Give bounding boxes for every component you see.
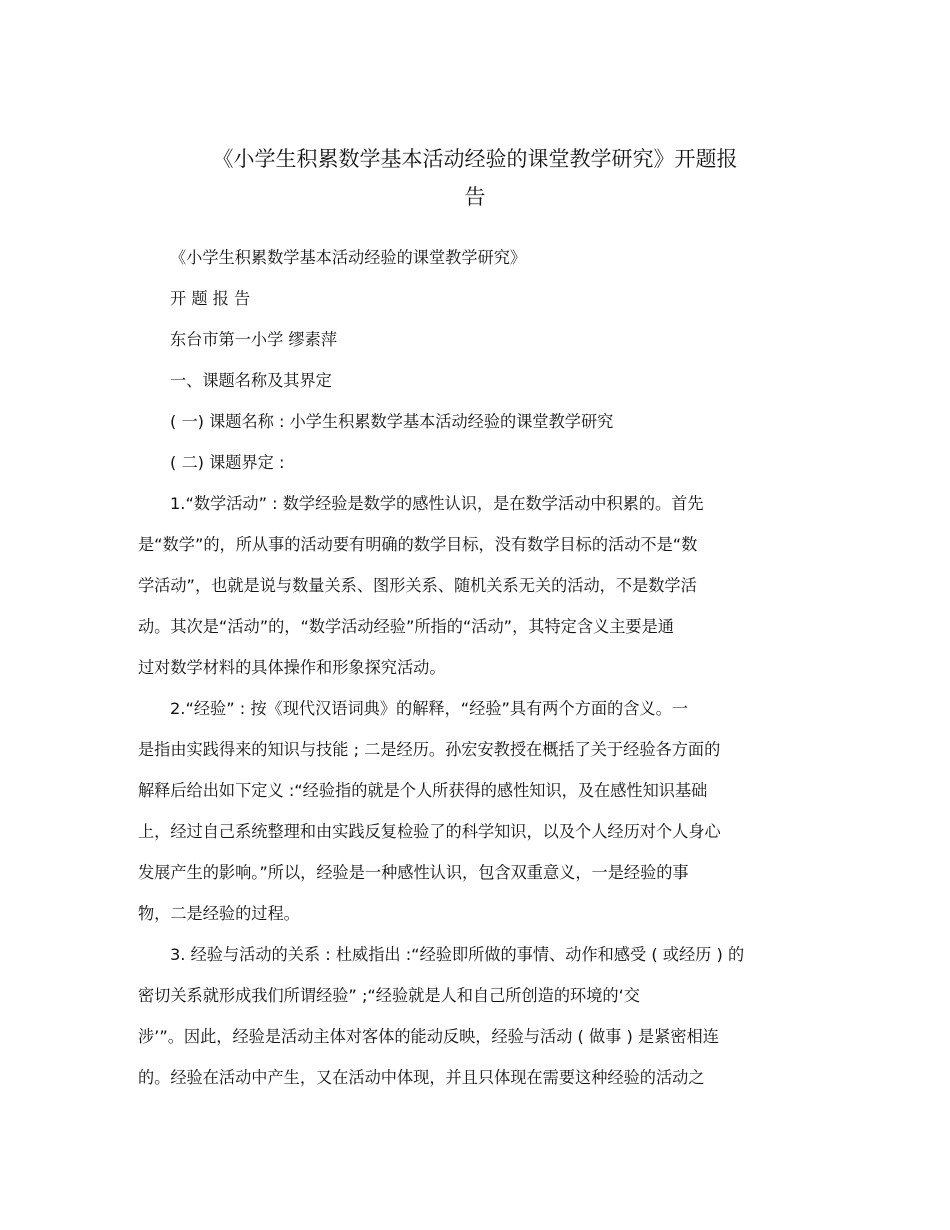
paragraph-line: 3. 经验与活动的关系 : 杜威指出 :“经验即所做的事情、动作和感受 ( 或经历 ) 的 <box>170 945 745 964</box>
paragraph-line: 1.“数学活动” : 数学经验是数学的感性认识，是在数学活动中积累的。首先 <box>170 494 704 513</box>
author-line: 东台市第一小学 缪素萍 <box>170 330 338 349</box>
title-line: 告 <box>464 185 486 209</box>
paragraph-line: 解释后给出如下定义 :“经验指的就是个人所获得的感性知识，及在感性知识基础 <box>138 781 708 800</box>
report-label: 开 题 报 告 <box>170 289 251 308</box>
document-title <box>150 140 800 216</box>
paragraph-line: 的。经验在活动中产生，又在活动中体现，并且只体现在需要这种经验的活动之 <box>138 1068 705 1087</box>
subsection-line: ( 二) 课题界定 : <box>170 453 285 472</box>
section-heading: 一、课题名称及其界定 <box>170 371 332 390</box>
paragraph-line: 过对数学材料的具体操作和形象探究活动。 <box>138 658 446 677</box>
subsection-line: ( 一) 课题名称 : 小学生积累数学基本活动经验的课堂教学研究 <box>170 412 614 431</box>
paragraph-line: 动。其次是“活动”的，“数学活动经验”所指的“活动”，其特定含义主要是通 <box>138 617 674 636</box>
paragraph-line: 学活动”，也就是说与数量关系、图形关系、随机关系无关的活动，不是数学活 <box>138 576 697 595</box>
paragraph-line: 上，经过自己系统整理和由实践反复检验了的科学知识，以及个人经历对个人身心 <box>138 822 721 841</box>
paragraph-line: 2.“经验” : 按《现代汉语词典》的解释，“经验”具有两个方面的含义。一 <box>170 699 688 718</box>
paragraph-line: 物，二是经验的过程。 <box>138 904 300 923</box>
title-line: 《小学生积累数学基本活动经验的课堂教学研究》开题报 <box>212 147 738 171</box>
subtitle-line: 《小学生积累数学基本活动经验的课堂教学研究》 <box>170 248 527 267</box>
paragraph-line: 涉’”。因此，经验是活动主体对客体的能动反映，经验与活动 ( 做事 ) 是紧密相连 <box>138 1027 719 1046</box>
paragraph-line: 是指由实践得来的知识与技能 ; 二是经历。孙宏安教授在概括了关于经验各方面的 <box>138 740 721 759</box>
paragraph-line: 发展产生的影响。”所以，经验是一种感性认识，包含双重意义，一是经验的事 <box>138 863 689 882</box>
paragraph-line: 是“数学”的，所从事的活动要有明确的数学目标，没有数学目标的活动不是“数 <box>138 535 698 554</box>
paragraph-line: 密切关系就形成我们所谓经验” ;“经验就是人和自己所创造的环境的‘交 <box>138 986 640 1005</box>
